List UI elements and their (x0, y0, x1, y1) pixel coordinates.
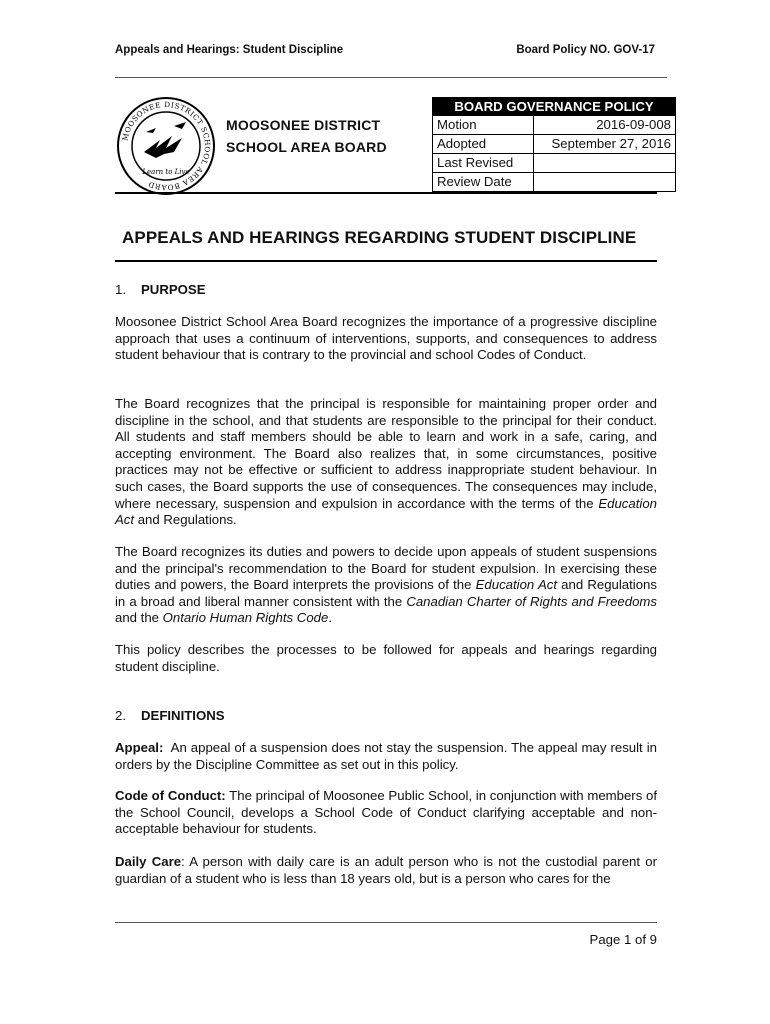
footer-divider (115, 922, 657, 923)
definition-text: An appeal of a suspension does not stay the suspension. The appeal may result in orders by the Discipline Committee as set out in this policy. (115, 740, 661, 772)
board-logo (116, 96, 216, 196)
section-heading-purpose (115, 282, 206, 297)
table-cell-label: Review Date (433, 173, 534, 192)
header-divider (115, 77, 667, 78)
purpose-paragraph-2 (115, 396, 657, 529)
title-bottom-rule (115, 260, 657, 262)
section-title: PURPOSE (141, 282, 206, 297)
table-cell-label: Adopted (433, 135, 534, 154)
section-heading-definitions (115, 708, 225, 723)
definition-code-of-conduct (115, 788, 657, 838)
svg-text:MOOSONEE DISTRICT SCHOOL AREA: MOOSONEE DISTRICT SCHOOL AREA BOARD (120, 99, 213, 193)
text-run: . (328, 610, 332, 626)
table-cell-value (534, 154, 676, 173)
definition-daily-care (115, 854, 657, 887)
board-seal-icon (116, 96, 216, 196)
definition-text: : A person with daily care is an adult person who is not the custodial parent or guardian of a student who is less than 18 years old, but is a person who cares for the (115, 854, 657, 886)
definition-term: Code of Conduct: (115, 788, 226, 803)
text-run: The Board recognizes that the principal is responsible for maintaining proper order and discipline in the school, and that students are responsible to the principal for their conduct. All students and staff members should be able to learn and work in a safe, caring, and accepting environment. The Board also realizes that, in some circumstances, positive practices may not be effective or sufficient to address inappropriate student behaviour. In such cases, the Board supports the use of consequences. The consequences may include, where necessary, suspension and expulsion in accordance with the terms of the (115, 396, 657, 511)
running-header-policy-number: Board Policy NO. GOV-17 (516, 44, 655, 56)
table-cell-value: 2016-09-008 (534, 116, 676, 135)
svg-text:Learn to Live: Learn to Live (142, 168, 190, 176)
purpose-paragraph-1: Moosonee District School Area Board recognizes the importance of a progressive discipline approach that uses a continuum of interventions, supports, and consequences to address student behaviour that is contrary to the provincial and school Codes of Conduct. (115, 314, 657, 363)
text-run: and the (115, 610, 163, 626)
definition-appeal (115, 740, 661, 773)
table-cell-value (534, 173, 676, 192)
definition-text: The principal of Moosonee Public School, in conjunction with members of the School Council, develops a School Code of Conduct clarifying acceptable and non-acceptable behaviour for students. (115, 788, 657, 837)
table-row (433, 154, 676, 173)
purpose-paragraph-4: This policy describes the processes to be followed for appeals and hearings regarding student discipline. (115, 642, 657, 674)
section-number: 2. (115, 708, 126, 723)
definition-term: Appeal: (115, 740, 164, 755)
governance-policy-table (432, 97, 676, 192)
organization-name-line1: MOOSONEE DISTRICT (226, 117, 381, 133)
text-run: and Regulations in a broad and liberal manner consistent with the (115, 577, 657, 609)
table-cell-label: Motion (433, 116, 534, 135)
act-reference: Education Act (115, 495, 657, 528)
table-row (433, 116, 676, 135)
charter-reference: Canadian Charter of Rights and Freedoms (406, 593, 657, 609)
purpose-paragraph-3 (115, 544, 657, 627)
text-run: and Regulations. (134, 512, 237, 528)
table-row (433, 173, 676, 192)
section-number: 1. (115, 282, 126, 297)
act-reference: Education Act (475, 577, 557, 593)
governance-table-heading: BOARD GOVERNANCE POLICY (433, 98, 676, 116)
running-header-title: Appeals and Hearings: Student Discipline (115, 44, 344, 56)
page-number: Page 1 of 9 (589, 932, 657, 947)
title-top-rule (115, 192, 657, 194)
organization-name (226, 114, 387, 158)
table-cell-value: September 27, 2016 (534, 135, 676, 154)
section-title: DEFINITIONS (141, 708, 225, 723)
table-row (433, 135, 676, 154)
table-cell-label: Last Revised (433, 154, 534, 173)
organization-name-line2: SCHOOL AREA BOARD (226, 139, 387, 155)
code-reference: Ontario Human Rights Code (162, 610, 329, 626)
text-run: The Board recognizes its duties and powers to decide upon appeals of student suspensions and the principal's recommendation to the Board for student expulsion. In exercising these duties and powers, the Board interprets the provisions of the (115, 544, 657, 593)
document-title: APPEALS AND HEARINGS REGARDING STUDENT DISCIPLINE (122, 228, 637, 247)
definition-term: Daily Care (115, 854, 182, 869)
